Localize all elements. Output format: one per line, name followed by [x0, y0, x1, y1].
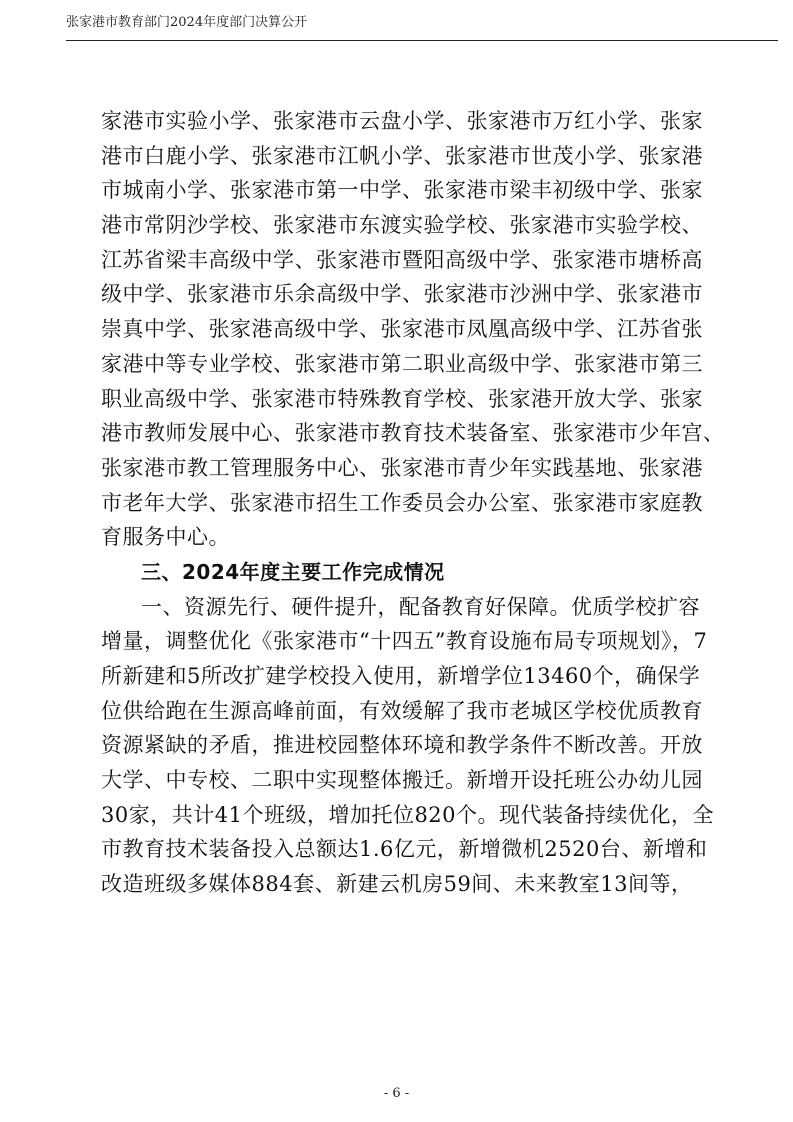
- body-line: 市教育技术装备投入总额达1.6亿元，新增微机2520台、新增和: [101, 837, 708, 862]
- body-line: 增量，调整优化《张家港市“十四五”教育设施布局专项规划》，7: [101, 629, 708, 654]
- body-line: 港市教师发展中心、张家港市教育技术装备室、张家港市少年宫、: [101, 421, 725, 446]
- body-line: 家港中等专业学校、张家港市第二职业高级中学、张家港市第三: [101, 351, 703, 376]
- body-line: 江苏省梁丰高级中学、张家港市暨阳高级中学、张家港市塘桥高: [101, 247, 703, 272]
- body-line: 改造班级多媒体884套、新建云机房59间、未来教室13间等，: [101, 872, 693, 897]
- body-line: 一、资源先行、硬件提升，配备教育好保障。优质学校扩容: [141, 594, 700, 619]
- body-line: 职业高级中学、张家港市特殊教育学校、张家港开放大学、张家: [101, 386, 703, 411]
- body-line: 育服务中心。: [101, 525, 230, 550]
- body-line: 市老年大学、张家港市招生工作委员会办公室、张家港市家庭教: [101, 490, 703, 515]
- body-line: 所新建和5所改扩建学校投入使用，新增学位13460个，确保学: [101, 664, 701, 688]
- page-header: [66, 10, 778, 41]
- section-heading: 三、2024年度主要工作完成情况: [141, 559, 445, 584]
- body-line: 市城南小学、张家港市第一中学、张家港市梁丰初级中学、张家: [101, 178, 703, 203]
- document-body: [101, 104, 725, 902]
- header-title: 张家港市教育部门2024年度部门决算公开: [66, 15, 308, 30]
- body-line: 位供给跑在生源高峰前面，有效缓解了我市老城区学校优质教育: [101, 698, 703, 723]
- body-line: 级中学、张家港市乐余高级中学、张家港市沙洲中学、张家港市: [101, 282, 703, 307]
- body-line: 家港市实验小学、张家港市云盘小学、张家港市万红小学、张家: [101, 109, 703, 133]
- body-line: 大学、中专校、二职中实现整体搬迁。新增开设托班公办幼儿园: [101, 768, 703, 793]
- body-line: 张家港市教工管理服务中心、张家港市青少年实践基地、张家港: [101, 455, 703, 480]
- body-line: 30家，共计41个班级，增加托位820个。现代装备持续优化，全: [101, 802, 715, 827]
- page-number: - 6 -: [383, 1086, 410, 1101]
- body-line: 崇真中学、张家港高级中学、张家港市凤凰高级中学、江苏省张: [101, 317, 703, 342]
- body-line: 港市常阴沙学校、张家港市东渡实验学校、张家港市实验学校、: [101, 213, 703, 238]
- body-line: 港市白鹿小学、张家港市江帆小学、张家港市世茂小学、张家港: [101, 143, 703, 168]
- body-line: 资源紧缺的矛盾，推进校园整体环境和教学条件不断改善。开放: [101, 733, 703, 758]
